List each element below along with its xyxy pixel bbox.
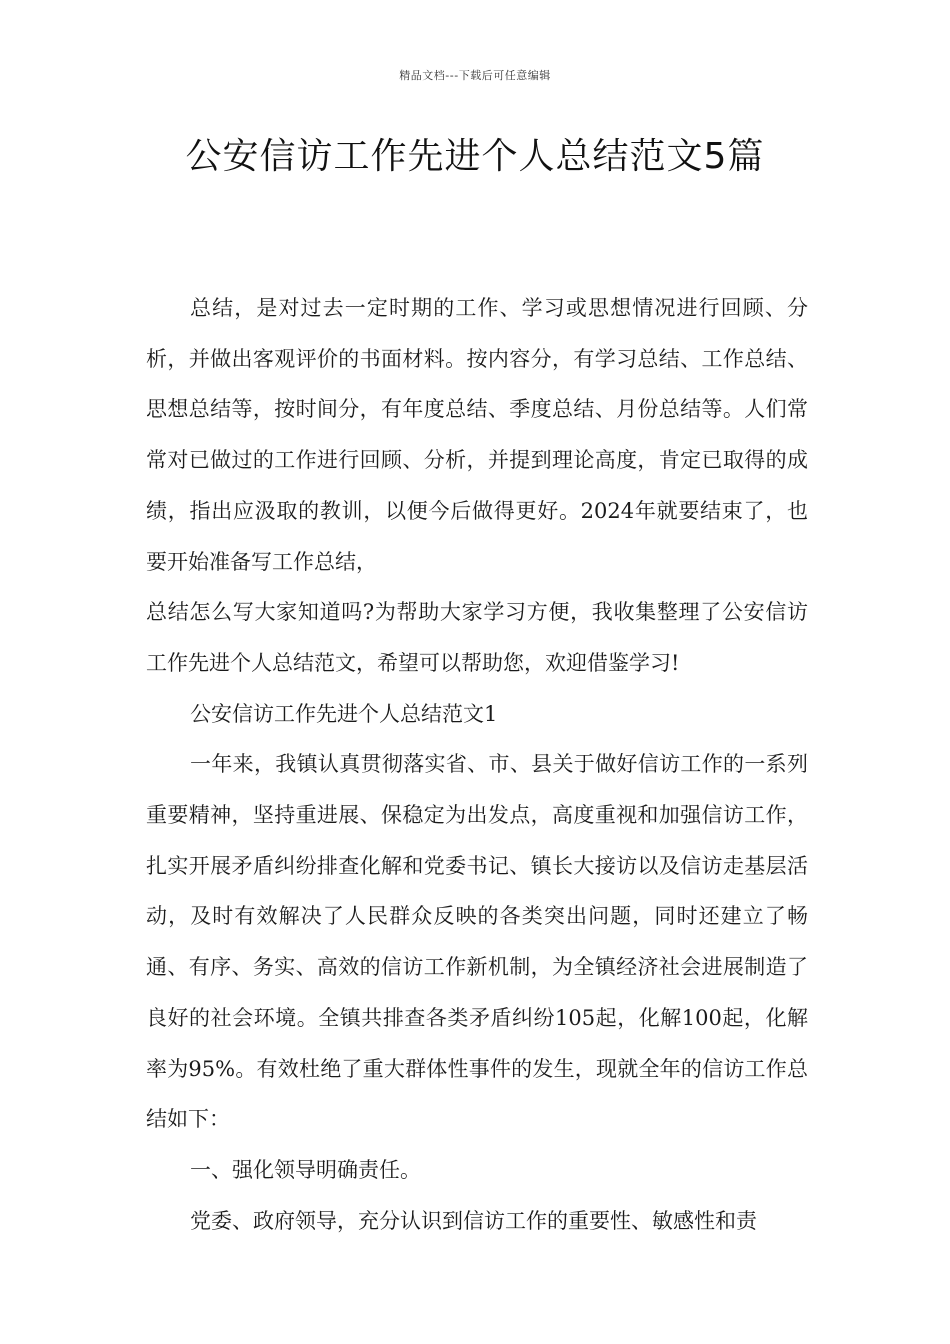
section-heading-sample-1: 公安信访工作先进个人总结范文1 bbox=[190, 701, 498, 726]
paragraph-leadership: 党委、政府领导，充分认识到信访工作的重要性、敏感性和责 bbox=[190, 1208, 757, 1233]
page-title: 公安信访工作先进个人总结范文5篇 bbox=[185, 136, 765, 177]
section-heading-leadership: 一、强化领导明确责任。 bbox=[190, 1157, 421, 1182]
paragraph-intro-continued: 总结怎么写大家知道吗?为帮助大家学习方便，我收集整理了公安信访工作先进个人总结范文，希望可以帮助您，欢迎借鉴学习! bbox=[146, 600, 808, 675]
header-note: 精品文档---下载后可任意编辑 bbox=[399, 69, 551, 82]
paragraph-intro: 总结，是对过去一定时期的工作、学习或思想情况进行回顾、分析，并做出客观评价的书面材料。按内容分，有学习总结、工作总结、思想总结等，按时间分，有年度总结、季度总结、月份总结等。人们常常对已做过的工作进行回顾、分析，并提到理论高度，肯定已取得的成绩，指出应汲取的教训，以便今后做得更好。2024年就要结束了，也要开始准备写工作总结， bbox=[146, 296, 808, 574]
document-body bbox=[146, 283, 808, 1246]
paragraph-sample-1-summary: 一年来，我镇认真贯彻落实省、市、县关于做好信访工作的一系列重要精神，坚持重进展、保稳定为出发点，高度重视和加强信访工作，扎实开展矛盾纠纷排查化解和党委书记、镇长大接访以及信访走基层活动，及时有效解决了人民群众反映的各类突出问题，同时还建立了畅通、有序、务实、高效的信访工作新机制，为全镇经济社会进展制造了良好的社会环境。全镇共排查各类矛盾纠纷105起，化解100起，化解率为95%。有效杜绝了重大群体性事件的发生，现就全年的信访工作总结如下： bbox=[146, 752, 808, 1132]
